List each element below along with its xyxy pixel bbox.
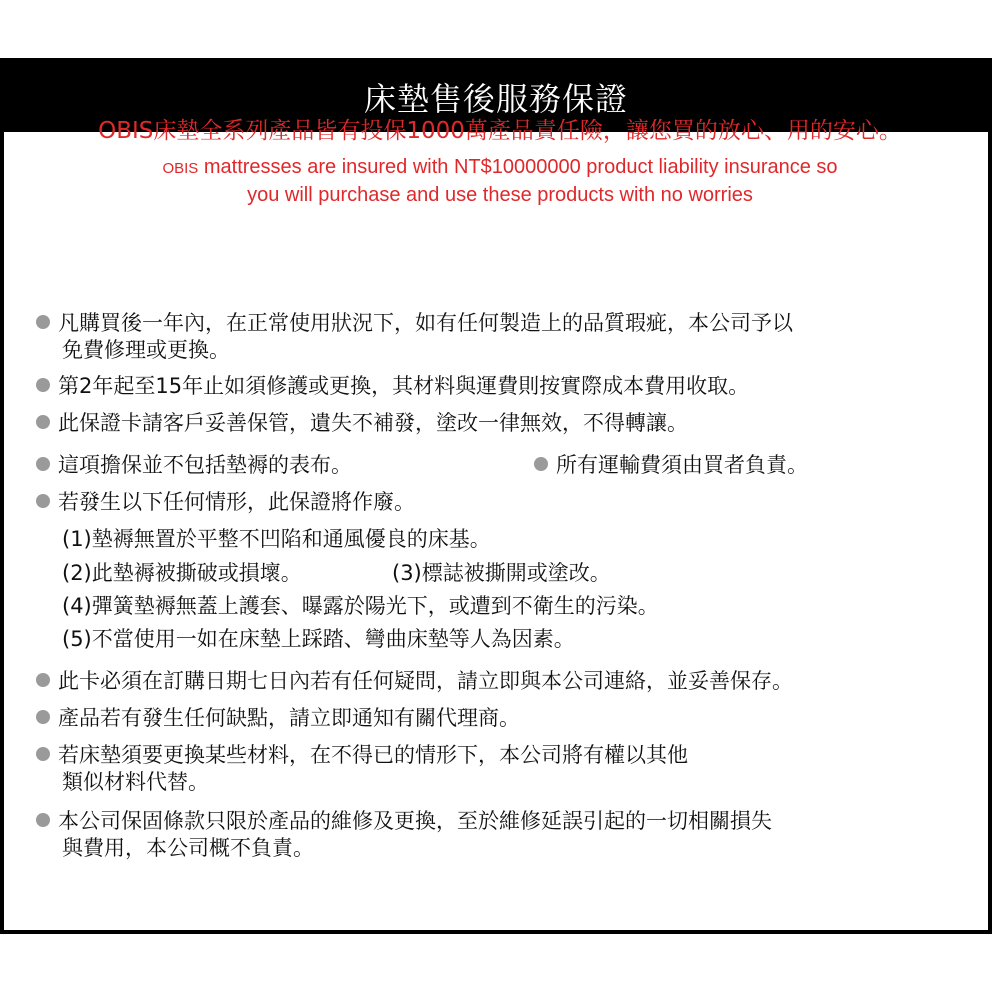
void-condition-1: (1)墊褥無置於平整不凹陷和通風優良的床基。	[62, 527, 491, 551]
insurance-tagline-zh: OBIS床墊全系列產品皆有投保1000萬產品責任險，讓您買的放心、用的安心。	[98, 118, 902, 144]
term-text: 這項擔保並不包括墊褥的表布。	[58, 453, 352, 477]
term-text-cont: 與費用，本公司概不負責。	[62, 836, 314, 860]
term-text: 此卡必須在訂購日期七日內若有任何疑問，請立即與本公司連絡，並妥善保存。	[58, 669, 793, 693]
bullet-icon	[36, 457, 50, 471]
term-text: 此保證卡請客戶妥善保管，遺失不補發，塗改一律無效，不得轉讓。	[58, 411, 688, 435]
term-text-cont: 免費修理或更換。	[62, 338, 230, 362]
term-item-8	[36, 742, 688, 796]
tagline-en-line1: mattresses are insured with NT$10000000 product liability insurance so	[198, 156, 838, 178]
term-item-2	[36, 373, 749, 400]
bullet-icon	[36, 494, 50, 508]
bullet-icon	[534, 457, 548, 471]
bullet-icon	[36, 415, 50, 429]
bullet-icon	[36, 378, 50, 392]
term-text: 凡購買後一年內，在正常使用狀況下，如有任何製造上的品質瑕疵，本公司予以	[58, 311, 793, 335]
term-item-5	[36, 489, 415, 516]
bullet-icon	[36, 673, 50, 687]
term-text: 若發生以下任何情形，此保證將作廢。	[58, 490, 415, 514]
term-text: 本公司保固條款只限於產品的維修及更換，至於維修延誤引起的一切相關損失	[58, 809, 772, 833]
term-text: 所有運輸費須由買者負責。	[556, 453, 808, 477]
term-item-9	[36, 808, 772, 862]
term-text: 第2年起至15年止如須修護或更換，其材料與運費則按實際成本費用收取。	[58, 374, 750, 398]
term-item-1	[36, 310, 793, 364]
bullet-icon	[36, 710, 50, 724]
bullet-icon	[36, 813, 50, 827]
term-item-4b	[534, 452, 808, 479]
term-item-4a	[36, 452, 352, 479]
term-text: 產品若有發生任何缺點，請立即通知有關代理商。	[58, 706, 520, 730]
insurance-tagline-en	[0, 154, 1000, 209]
term-item-6	[36, 668, 793, 695]
void-condition-2: (2)此墊褥被撕破或損壞。	[62, 561, 302, 585]
term-item-7	[36, 705, 520, 732]
term-text: 若床墊須要更換某些材料，在不得已的情形下，本公司將有權以其他	[58, 743, 688, 767]
void-condition-5: (5)不當使用一如在床墊上踩踏、彎曲床墊等人為因素。	[62, 627, 575, 651]
tagline-en-line2: you will purchase and use these products with no worries	[247, 184, 753, 206]
term-item-3	[36, 410, 688, 437]
brand-name: OBIS	[162, 160, 199, 177]
page-title: 床墊售後服務保證	[4, 62, 988, 132]
bullet-icon	[36, 747, 50, 761]
term-text-cont: 類似材料代替。	[62, 770, 209, 794]
void-condition-3: (3)標誌被撕開或塗改。	[392, 561, 611, 585]
bullet-icon	[36, 315, 50, 329]
void-condition-4: (4)彈簧墊褥無蓋上護套、曝露於陽光下，或遭到不衛生的污染。	[62, 594, 659, 618]
